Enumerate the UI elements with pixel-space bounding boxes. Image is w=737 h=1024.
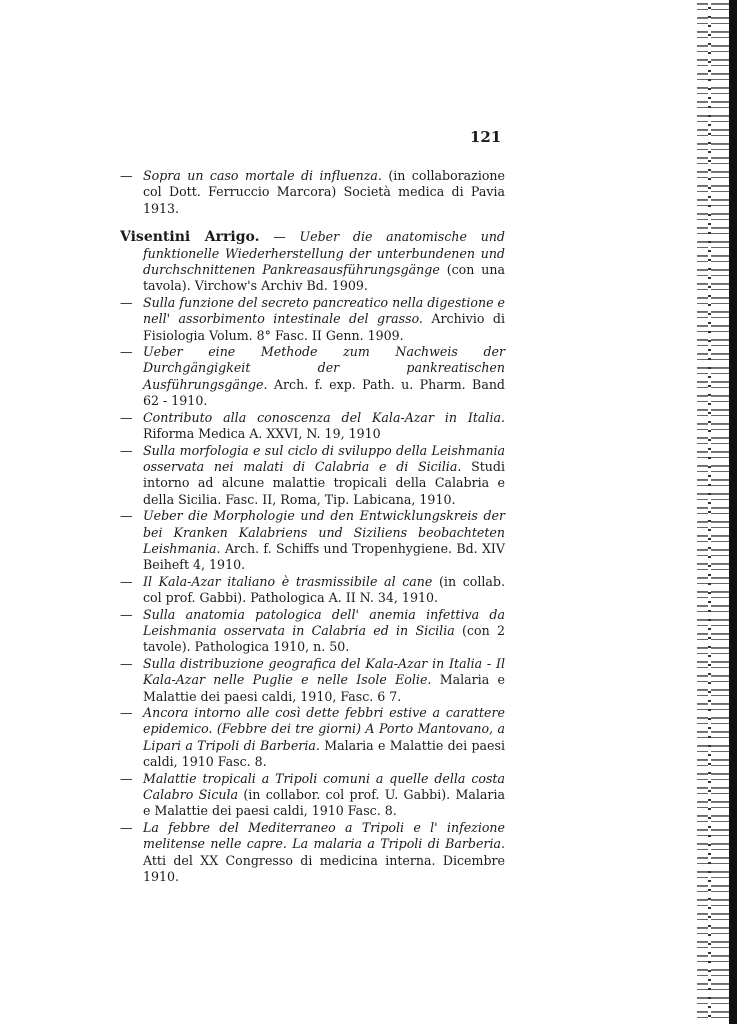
entry-dash: — bbox=[120, 655, 133, 671]
entry-title: Ueber eine Methode zum Nachweis der Durchgängigkeit der pankreatischen Ausführungsgänge. bbox=[143, 344, 505, 392]
entry-title: Sulla morfologia e sul ciclo di sviluppo della Leishmania osservata nei malati di Calabria e di Sicilia. bbox=[143, 442, 505, 474]
bibliography-entry bbox=[120, 410, 505, 443]
author-name: Visentini Arrigo. bbox=[120, 229, 260, 246]
author-entry bbox=[120, 229, 505, 295]
bibliography-entry bbox=[120, 295, 505, 344]
entry-dash: — bbox=[259, 229, 300, 245]
entry-list bbox=[120, 295, 505, 886]
entry-citation: (in collaborazione col Dott. Ferruccio Marcora) Società medica di Pavia 1913. bbox=[143, 168, 505, 216]
bibliography-entry bbox=[120, 508, 505, 574]
entry-dash: — bbox=[120, 573, 133, 589]
entry-title: Ueber die anatomische und funktionelle Wiederherstellung der unterbundenen und durchschnittenen Pankreasausführungsgänge bbox=[143, 229, 505, 278]
bibliography-entry bbox=[120, 443, 505, 509]
entry-citation: (con 2 tavole). Pathologica 1910, n. 50. bbox=[143, 622, 505, 655]
entry-dash: — bbox=[120, 770, 133, 786]
entry-title: Il Kala-Azar italiano è trasmissibile al cane bbox=[143, 573, 433, 589]
entry-dash: — bbox=[120, 508, 133, 524]
entry-title: Sopra un caso mortale di influenza. bbox=[143, 168, 382, 183]
entry-citation: (con una tavola). Virchow's Archiv Bd. 1909. bbox=[143, 262, 506, 294]
bibliography-entry bbox=[120, 820, 505, 886]
entry-title: Contributo alla conoscenza del Kala-Azar in Italia. bbox=[143, 409, 505, 425]
entry-citation: Riforma Medica A. XXVI, N. 19, 1910 bbox=[143, 426, 381, 442]
entry-title: Sulla funzione del secreto pancreatico nella digestione e nell' assorbimento intestinale del grasso. bbox=[143, 294, 505, 327]
entry-citation: (in collabor. col prof. U. Gabbi). Malaria e Malattie dei paesi caldi, 1910 Fasc. 8. bbox=[143, 787, 505, 819]
entry-citation: Atti del XX Congresso di medicina interna. Dicembre 1910. bbox=[143, 852, 505, 885]
bibliography-entry bbox=[120, 574, 505, 607]
entry-citation: Malaria e Malattie dei paesi caldi, 1910 Fasc. 8. bbox=[143, 737, 505, 770]
bibliography-entry bbox=[120, 168, 505, 217]
entry-citation: Arch. f. exp. Path. u. Pharm. Band 62 - 1910. bbox=[143, 376, 505, 409]
bibliography-entry bbox=[120, 607, 505, 656]
entry-title: Malattie tropicali a Tripoli comuni a quelle della costa Calabro Sicula bbox=[143, 770, 505, 803]
entry-dash: — bbox=[120, 705, 133, 720]
entry-dash: — bbox=[120, 168, 133, 183]
entry-citation: (in collab. col prof. Gabbi). Pathologica A. II N. 34, 1910. bbox=[143, 573, 505, 606]
entry-citation: Arch. f. Schiffs und Tropenhygiene. Bd. XIV Beiheft 4, 1910. bbox=[143, 540, 505, 573]
entry-title: Ueber die Morphologie und den Entwicklungskreis der bei Kranken Kalabriens und Siziliens beobachteten Leishmania. bbox=[143, 508, 505, 556]
scan-edge-marks bbox=[708, 0, 711, 1024]
bibliography-entry bbox=[120, 344, 505, 410]
entry-citation: Malaria e Malattie dei paesi caldi, 1910, Fasc. 6 7. bbox=[143, 672, 505, 704]
entry-dash: — bbox=[120, 344, 133, 360]
entry-dash: — bbox=[120, 294, 133, 310]
page-number: 121 bbox=[470, 128, 502, 146]
entry-title: Sulla anatomia patologica dell' anemia infettiva da Leishmania osservata in Calabria ed in Sicilia bbox=[143, 606, 505, 638]
entry-dash: — bbox=[120, 819, 133, 835]
entry-dash: — bbox=[120, 606, 133, 622]
scan-edge-border bbox=[729, 0, 737, 1024]
entry-citation: Archivio di Fisiologia Volum. 8° Fasc. II Genn. 1909. bbox=[143, 311, 505, 343]
entry-title: Sulla distribuzione geografica del Kala-Azar in Italia - Il Kala-Azar nelle Puglie e nelle Isole Eolie. bbox=[143, 655, 505, 688]
bibliography-entry bbox=[120, 771, 505, 820]
entry-citation: Studi intorno ad alcune malattie tropicali della Calabria e della Sicilia. Fasc. II, Roma, Tip. Labicana, 1910. bbox=[143, 458, 505, 507]
bibliography-text bbox=[120, 168, 505, 885]
entry-title: Ancora intorno alle così dette febbri estive a carattere epidemico. (Febbre dei tre giorni) A Porto Mantovano, a Lipari a Tripoli di Barberia. bbox=[143, 705, 505, 753]
entry-title: La febbre del Mediterraneo a Tripoli e l' infezione melitense nelle capre. La malaria a Tripoli di Barberia. bbox=[143, 819, 505, 852]
entry-dash: — bbox=[120, 409, 133, 425]
entry-dash: — bbox=[120, 442, 133, 458]
bibliography-entry bbox=[120, 656, 505, 705]
bibliography-entry bbox=[120, 705, 505, 771]
